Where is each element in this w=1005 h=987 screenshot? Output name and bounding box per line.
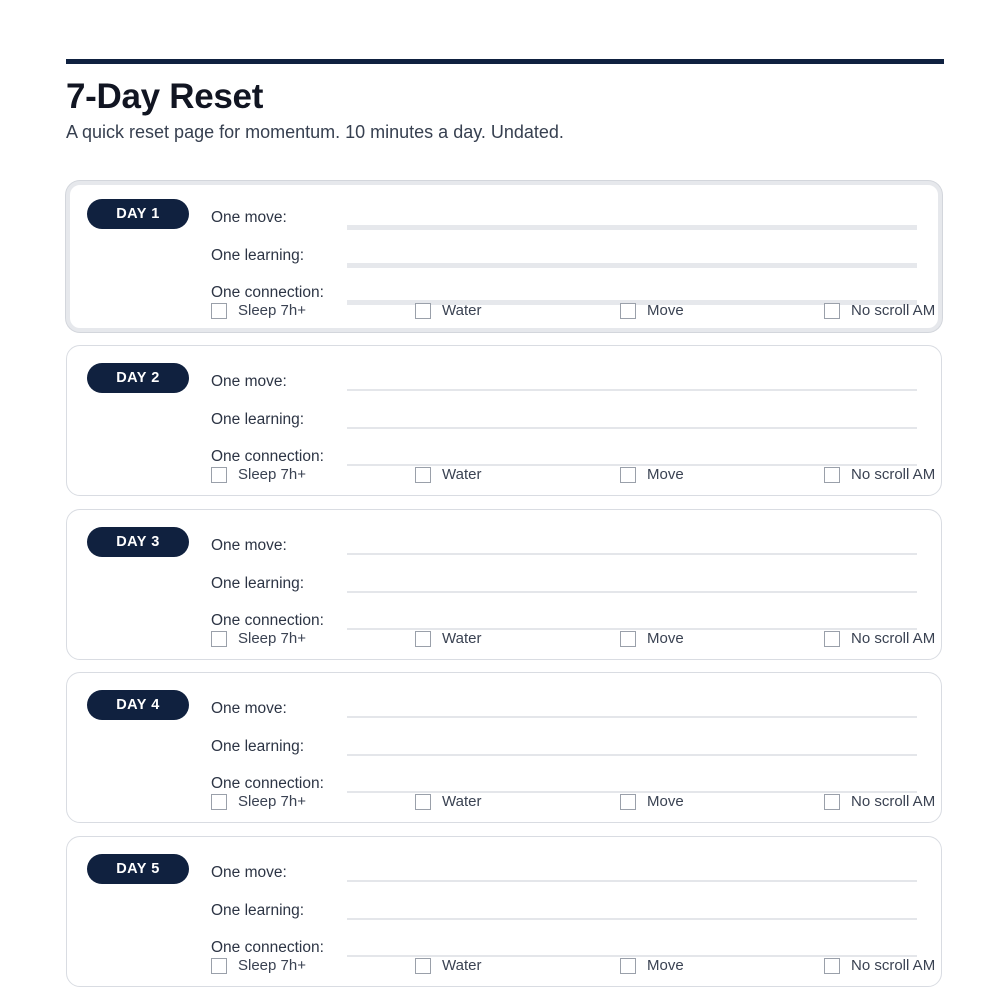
habit-label: Water <box>442 793 482 810</box>
checkbox-square-icon[interactable] <box>824 467 840 483</box>
checkbox-square-icon[interactable] <box>211 794 227 810</box>
habit-label: Move <box>647 466 684 483</box>
writing-line[interactable] <box>347 880 917 882</box>
habit-label: Water <box>442 630 482 647</box>
habit-checkbox[interactable] <box>824 793 935 810</box>
checkbox-square-icon[interactable] <box>211 303 227 319</box>
checkbox-square-icon[interactable] <box>415 794 431 810</box>
habit-label: Sleep 7h+ <box>238 630 306 647</box>
checkbox-square-icon[interactable] <box>620 958 636 974</box>
day-card <box>66 672 942 823</box>
prompt-label: One connection: <box>211 612 324 629</box>
day-label: DAY 1 <box>87 199 189 229</box>
habit-checkbox[interactable] <box>211 466 306 483</box>
habit-checkbox[interactable] <box>620 466 684 483</box>
habit-checkbox[interactable] <box>211 793 306 810</box>
habit-label: Water <box>442 466 482 483</box>
prompt-label: One learning: <box>211 247 305 264</box>
habit-checkbox[interactable] <box>824 630 935 647</box>
checkbox-square-icon[interactable] <box>824 958 840 974</box>
prompt-label: One learning: <box>211 411 305 428</box>
habit-checkbox[interactable] <box>211 957 306 974</box>
habit-label: No scroll AM <box>851 957 936 974</box>
habit-checkbox[interactable] <box>620 630 684 647</box>
prompt-label: One connection: <box>211 939 324 956</box>
prompt-label: One move: <box>211 537 287 554</box>
checkbox-square-icon[interactable] <box>620 303 636 319</box>
day-label: DAY 5 <box>87 854 189 884</box>
writing-line[interactable] <box>347 918 917 920</box>
habit-label: No scroll AM <box>851 793 936 810</box>
writing-line[interactable] <box>347 389 917 391</box>
habit-checkbox[interactable] <box>415 466 481 483</box>
habit-checkbox[interactable] <box>620 302 684 319</box>
day-card <box>66 181 942 332</box>
habit-label: Sleep 7h+ <box>238 793 306 810</box>
prompt-label: One move: <box>211 864 287 881</box>
habit-checkbox[interactable] <box>824 466 935 483</box>
prompt-label: One learning: <box>211 738 305 755</box>
page-title: 7-Day Reset <box>66 77 264 116</box>
habit-checkbox[interactable] <box>620 793 684 810</box>
habit-checkbox[interactable] <box>415 630 481 647</box>
writing-line[interactable] <box>347 553 917 555</box>
habit-checkbox[interactable] <box>824 302 935 319</box>
day-card <box>66 509 942 660</box>
prompt-label: One connection: <box>211 448 324 465</box>
checkbox-square-icon[interactable] <box>415 467 431 483</box>
checkbox-square-icon[interactable] <box>211 467 227 483</box>
habit-checkbox[interactable] <box>824 957 935 974</box>
checkbox-square-icon[interactable] <box>620 794 636 810</box>
checkbox-square-icon[interactable] <box>211 958 227 974</box>
habit-label: No scroll AM <box>851 302 936 319</box>
day-label: DAY 2 <box>87 363 189 393</box>
writing-line[interactable] <box>347 225 917 230</box>
writing-line[interactable] <box>347 754 917 756</box>
day-card <box>66 345 942 496</box>
writing-line[interactable] <box>347 427 917 429</box>
checkbox-square-icon[interactable] <box>620 631 636 647</box>
writing-line[interactable] <box>347 716 917 718</box>
habit-checkbox[interactable] <box>415 302 481 319</box>
habit-label: Sleep 7h+ <box>238 302 306 319</box>
checkbox-square-icon[interactable] <box>824 303 840 319</box>
prompt-label: One connection: <box>211 775 324 792</box>
checkbox-square-icon[interactable] <box>415 631 431 647</box>
habit-label: Sleep 7h+ <box>238 957 306 974</box>
day-label: DAY 3 <box>87 527 189 557</box>
day-card <box>66 836 942 987</box>
checkbox-square-icon[interactable] <box>415 958 431 974</box>
prompt-label: One learning: <box>211 902 305 919</box>
habit-label: No scroll AM <box>851 630 936 647</box>
writing-line[interactable] <box>347 263 917 268</box>
habit-checkbox[interactable] <box>415 793 481 810</box>
habit-label: Sleep 7h+ <box>238 466 306 483</box>
prompt-label: One connection: <box>211 284 324 301</box>
habit-label: Move <box>647 302 684 319</box>
checkbox-square-icon[interactable] <box>824 631 840 647</box>
habit-checkbox[interactable] <box>620 957 684 974</box>
writing-line[interactable] <box>347 591 917 593</box>
habit-checkbox[interactable] <box>211 302 306 319</box>
habit-checkbox[interactable] <box>415 957 481 974</box>
habit-label: Water <box>442 302 482 319</box>
day-label: DAY 4 <box>87 690 189 720</box>
prompt-label: One move: <box>211 209 287 226</box>
prompt-label: One move: <box>211 373 287 390</box>
habit-checkbox[interactable] <box>211 630 306 647</box>
checkbox-square-icon[interactable] <box>211 631 227 647</box>
page-subtitle: A quick reset page for momentum. 10 minutes a day. Undated. <box>66 122 564 142</box>
top-rule <box>66 59 944 64</box>
habit-label: Water <box>442 957 482 974</box>
prompt-label: One move: <box>211 700 287 717</box>
checkbox-square-icon[interactable] <box>415 303 431 319</box>
habit-label: Move <box>647 957 684 974</box>
habit-label: Move <box>647 630 684 647</box>
prompt-label: One learning: <box>211 575 305 592</box>
checkbox-square-icon[interactable] <box>824 794 840 810</box>
habit-label: Move <box>647 793 684 810</box>
checkbox-square-icon[interactable] <box>620 467 636 483</box>
habit-label: No scroll AM <box>851 466 936 483</box>
